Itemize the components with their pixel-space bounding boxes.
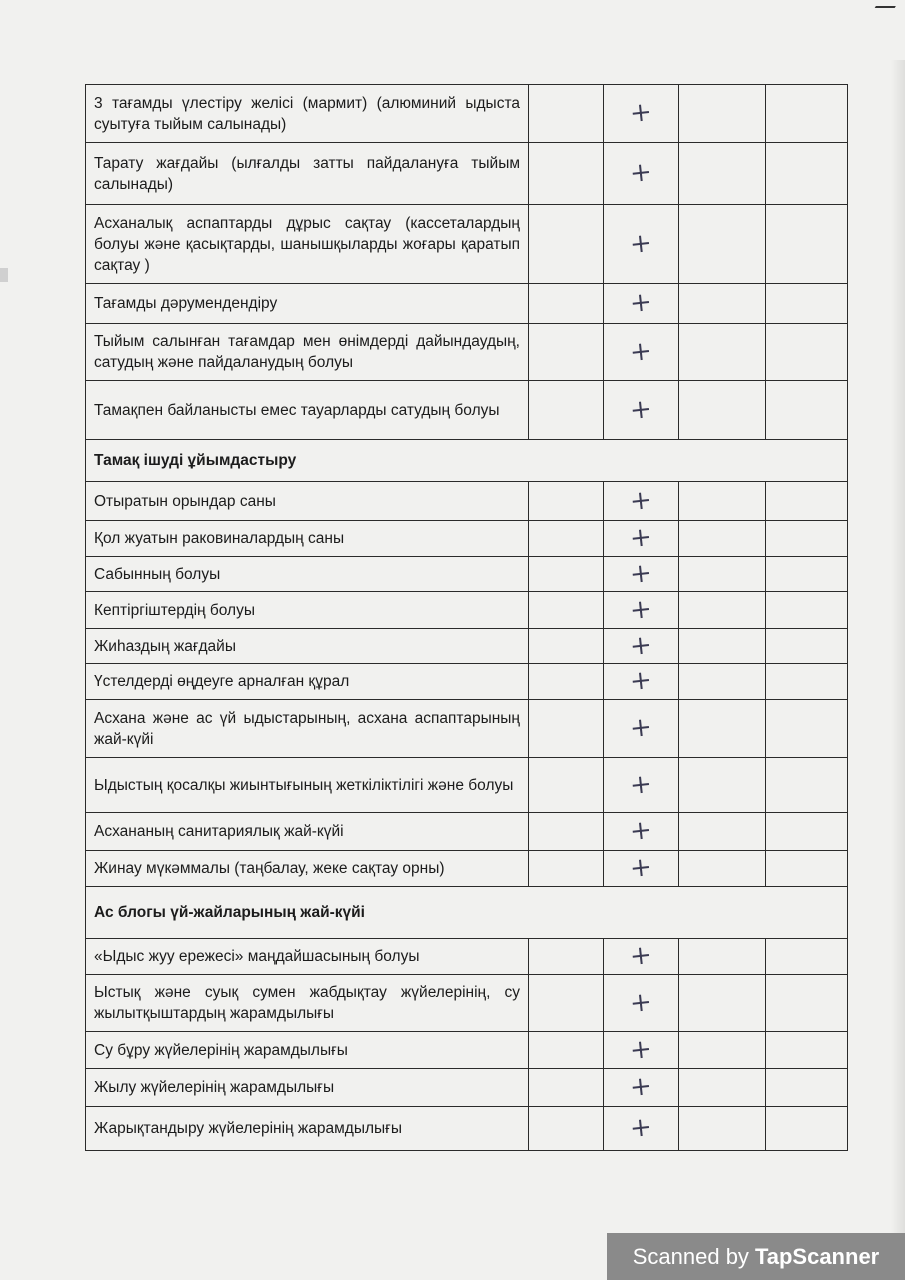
empty-cell — [529, 1069, 604, 1107]
handwritten-plus-mark — [604, 700, 679, 758]
checklist-row — [86, 381, 848, 440]
checklist-row — [86, 284, 848, 324]
empty-cell — [679, 521, 766, 557]
handwritten-plus-mark — [604, 284, 679, 324]
empty-cell — [766, 557, 848, 592]
plus-mark-glyph: + — [628, 1111, 654, 1145]
empty-cell — [679, 205, 766, 284]
empty-cell — [529, 758, 604, 813]
empty-cell — [679, 482, 766, 521]
handwritten-plus-mark — [604, 324, 679, 381]
empty-cell — [529, 700, 604, 758]
empty-cell — [529, 557, 604, 592]
plus-mark-glyph: + — [628, 814, 654, 848]
plus-mark-glyph: + — [628, 393, 654, 426]
empty-cell — [766, 939, 848, 975]
empty-cell — [679, 557, 766, 592]
criterion-text: Тарату жағдайы (ылғалды затты пайдалануға тыйым салынады) — [86, 143, 529, 205]
criterion-text: Үстелдерді өңдеуге арналған құрал — [86, 664, 529, 700]
handwritten-plus-mark — [604, 521, 679, 557]
empty-cell — [766, 851, 848, 887]
empty-cell — [529, 629, 604, 664]
empty-cell — [679, 381, 766, 440]
criterion-text: Асхананың санитариялық жай-күйі — [86, 813, 529, 851]
checklist-row — [86, 1107, 848, 1151]
checklist-row — [86, 975, 848, 1032]
empty-cell — [679, 1069, 766, 1107]
empty-cell — [679, 85, 766, 143]
inspection-checklist-table — [85, 84, 848, 1151]
empty-cell — [679, 939, 766, 975]
empty-cell — [766, 482, 848, 521]
plus-mark-glyph: + — [628, 768, 654, 801]
checklist-row — [86, 939, 848, 975]
empty-cell — [679, 324, 766, 381]
handwritten-plus-mark — [604, 813, 679, 851]
checklist-row — [86, 629, 848, 664]
handwritten-plus-mark — [604, 205, 679, 284]
scanner-brand: TapScanner — [754, 1243, 880, 1269]
empty-cell — [529, 975, 604, 1032]
empty-cell — [529, 324, 604, 381]
section-title: Ас блогы үй-жайларының жай-күйі — [86, 887, 848, 939]
empty-cell — [766, 284, 848, 324]
checklist-row — [86, 482, 848, 521]
empty-cell — [766, 700, 848, 758]
plus-mark-glyph: + — [628, 711, 654, 745]
empty-cell — [679, 592, 766, 629]
empty-cell — [766, 205, 848, 284]
empty-cell — [766, 975, 848, 1032]
criterion-text: Жинау мүкәммалы (таңбалау, жеке сақтау орны) — [86, 851, 529, 887]
plus-mark-glyph: + — [628, 629, 654, 662]
handwritten-plus-mark — [604, 143, 679, 205]
plus-mark-glyph: + — [628, 1033, 654, 1066]
handwritten-plus-mark — [604, 482, 679, 521]
corner-scan-mark — [875, 0, 900, 8]
empty-cell — [766, 1032, 848, 1069]
criterion-text: Қол жуатын раковиналардың саны — [86, 521, 529, 557]
empty-cell — [766, 324, 848, 381]
left-margin-smudge — [0, 268, 8, 282]
checklist-row — [86, 143, 848, 205]
criterion-text: Кептіргіштердің болуы — [86, 592, 529, 629]
empty-cell — [679, 143, 766, 205]
empty-cell — [529, 482, 604, 521]
plus-mark-glyph: + — [628, 1070, 654, 1104]
handwritten-plus-mark — [604, 758, 679, 813]
empty-cell — [679, 1032, 766, 1069]
empty-cell — [679, 975, 766, 1032]
checklist-row — [86, 557, 848, 592]
handwritten-plus-mark — [604, 664, 679, 700]
handwritten-plus-mark — [604, 85, 679, 143]
empty-cell — [529, 521, 604, 557]
handwritten-plus-mark — [604, 1107, 679, 1151]
criterion-text: Жылу жүйелерінің жарамдылығы — [86, 1069, 529, 1107]
plus-mark-glyph: + — [628, 986, 654, 1019]
criterion-text: Жиһаздың жағдайы — [86, 629, 529, 664]
section-header-row — [86, 440, 848, 482]
checklist-row — [86, 1069, 848, 1107]
empty-cell — [766, 758, 848, 813]
empty-cell — [679, 813, 766, 851]
criterion-text: «Ыдыс жуу ережесі» маңдайшасының болуы — [86, 939, 529, 975]
criterion-text: Ыдыстың қосалқы жиынтығының жеткіліктілігі және болуы — [86, 758, 529, 813]
empty-cell — [766, 813, 848, 851]
empty-cell — [529, 381, 604, 440]
checklist-row — [86, 813, 848, 851]
handwritten-plus-mark — [604, 975, 679, 1032]
plus-mark-glyph: + — [628, 593, 654, 626]
handwritten-plus-mark — [604, 557, 679, 592]
checklist-row — [86, 758, 848, 813]
empty-cell — [766, 381, 848, 440]
handwritten-plus-mark — [604, 592, 679, 629]
empty-cell — [679, 851, 766, 887]
empty-cell — [766, 143, 848, 205]
criterion-text: Тамақпен байланысты емес тауарларды сатудың болуы — [86, 381, 529, 440]
checklist-row — [86, 592, 848, 629]
section-title: Тамақ ішуді ұйымдастыру — [86, 440, 848, 482]
scanner-watermark — [607, 1233, 905, 1280]
empty-cell — [529, 1107, 604, 1151]
plus-mark-glyph: + — [628, 156, 654, 190]
criterion-text: Сабынның болуы — [86, 557, 529, 592]
plus-mark-glyph: + — [628, 227, 654, 260]
checklist-row — [86, 1032, 848, 1069]
checklist-row — [86, 324, 848, 381]
plus-mark-glyph: + — [628, 96, 654, 130]
handwritten-plus-mark — [604, 939, 679, 975]
checklist-row — [86, 664, 848, 700]
plus-mark-glyph: + — [628, 557, 654, 590]
empty-cell — [679, 284, 766, 324]
checklist-row — [86, 700, 848, 758]
section-header-row — [86, 887, 848, 939]
empty-cell — [529, 284, 604, 324]
criterion-text: Су бұру жүйелерінің жарамдылығы — [86, 1032, 529, 1069]
criterion-text: Ыстық және суық сумен жабдықтау жүйелерінің, су жылытқыштардың жарамдылығы — [86, 975, 529, 1032]
criterion-text: Асхана және ас үй ыдыстарының, асхана аспаптарының жай-күйі — [86, 700, 529, 758]
handwritten-plus-mark — [604, 851, 679, 887]
empty-cell — [679, 1107, 766, 1151]
plus-mark-glyph: + — [628, 851, 654, 885]
empty-cell — [766, 1107, 848, 1151]
empty-cell — [529, 592, 604, 629]
empty-cell — [529, 1032, 604, 1069]
empty-cell — [766, 521, 848, 557]
criterion-text: 3 тағамды үлестіру желісі (мармит) (алюминий ыдыста суытуға тыйым салынады) — [86, 85, 529, 143]
plus-mark-glyph: + — [628, 939, 654, 973]
checklist-row — [86, 205, 848, 284]
criterion-text: Жарықтандыру жүйелерінің жарамдылығы — [86, 1107, 529, 1151]
handwritten-plus-mark — [604, 381, 679, 440]
empty-cell — [679, 700, 766, 758]
plus-mark-glyph: + — [628, 286, 654, 320]
criterion-text: Тағамды дәрумендендіру — [86, 284, 529, 324]
page-shadow-edge — [891, 60, 905, 1240]
plus-mark-glyph: + — [628, 664, 654, 698]
empty-cell — [529, 85, 604, 143]
empty-cell — [766, 629, 848, 664]
empty-cell — [529, 143, 604, 205]
empty-cell — [679, 758, 766, 813]
empty-cell — [529, 205, 604, 284]
checklist-row — [86, 521, 848, 557]
empty-cell — [529, 851, 604, 887]
empty-cell — [679, 664, 766, 700]
empty-cell — [529, 664, 604, 700]
criterion-text: Тыйым салынған тағамдар мен өнімдерді дайындаудың, сатудың және пайдаланудың болуы — [86, 324, 529, 381]
empty-cell — [766, 85, 848, 143]
handwritten-plus-mark — [604, 1069, 679, 1107]
empty-cell — [766, 1069, 848, 1107]
scanned-by-label: Scanned by — [632, 1243, 749, 1269]
plus-mark-glyph: + — [628, 484, 654, 517]
empty-cell — [766, 592, 848, 629]
plus-mark-glyph: + — [628, 521, 654, 555]
empty-cell — [766, 664, 848, 700]
criterion-text: Отыратын орындар саны — [86, 482, 529, 521]
empty-cell — [529, 813, 604, 851]
checklist-row — [86, 851, 848, 887]
empty-cell — [679, 629, 766, 664]
criterion-text: Асханалық аспаптарды дұрыс сақтау (кассеталардың болуы және қасықтарды, шанышқыларды жоғары қаратып сақтау ) — [86, 205, 529, 284]
plus-mark-glyph: + — [628, 335, 654, 368]
handwritten-plus-mark — [604, 1032, 679, 1069]
checklist-row — [86, 85, 848, 143]
handwritten-plus-mark — [604, 629, 679, 664]
empty-cell — [529, 939, 604, 975]
